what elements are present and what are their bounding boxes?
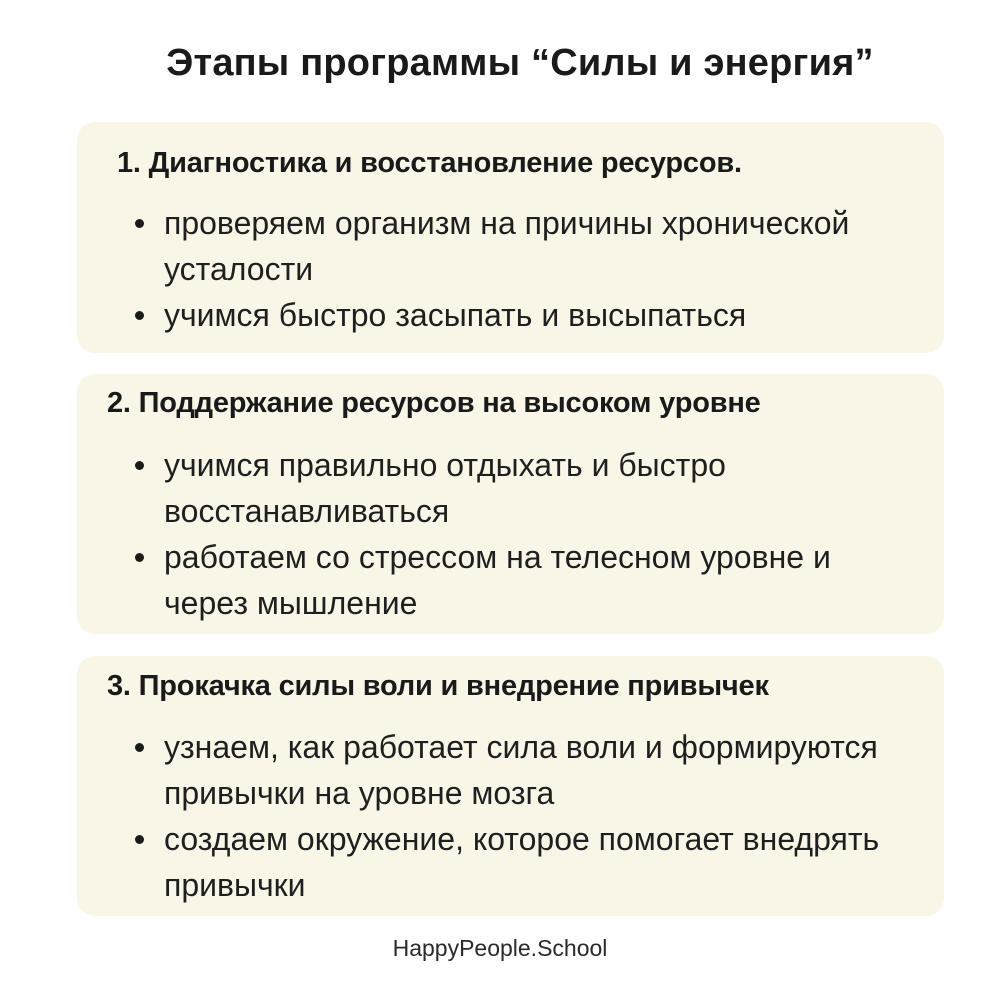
stage-bullet-list [135,724,879,908]
stage-title: 2. Поддержание ресурсов на высоком уровне [107,387,761,419]
page-title: Этапы программы “Силы и энергия” [166,42,874,84]
bullet-icon [135,553,144,562]
list-item [135,442,831,534]
bullet-text-line: восстанавливаться [164,493,450,529]
stage-card-3 [77,656,944,916]
bullet-text-line: работаем со стрессом на телесном уровне и [164,539,831,575]
list-item [135,816,879,908]
stage-card-1 [77,122,944,353]
bullet-icon [135,219,144,228]
list-item [135,724,879,816]
bullet-icon [135,311,144,320]
list-item [135,200,849,292]
bullet-icon [135,835,144,844]
stage-bullet-list [135,200,849,338]
list-item [135,534,831,626]
bullet-text-line: проверяем организм на причины хронической [164,205,850,241]
stage-card-2 [77,374,944,634]
bullet-text-line: создаем окружение, которое помогает внедрять [164,821,880,857]
footer-brand: HappyPeople.School [392,935,608,961]
stage-title: 3. Прокачка силы воли и внедрение привычек [107,670,769,702]
bullet-text-line: через мышление [164,585,418,621]
bullet-icon [135,461,144,470]
bullet-text-line: привычки на уровне мозга [164,775,555,811]
stage-title: 1. Диагностика и восстановление ресурсов. [117,147,742,179]
bullet-text-line: усталости [164,251,314,287]
bullet-text-line: учимся быстро засыпать и высыпаться [164,297,747,333]
bullet-text-line: привычки [164,867,306,903]
list-item [135,292,849,338]
bullet-icon [135,743,144,752]
bullet-text-line: узнаем, как работает сила воли и формируются [164,729,878,765]
stage-bullet-list [135,442,831,626]
bullet-text-line: учимся правильно отдыхать и быстро [164,447,726,483]
